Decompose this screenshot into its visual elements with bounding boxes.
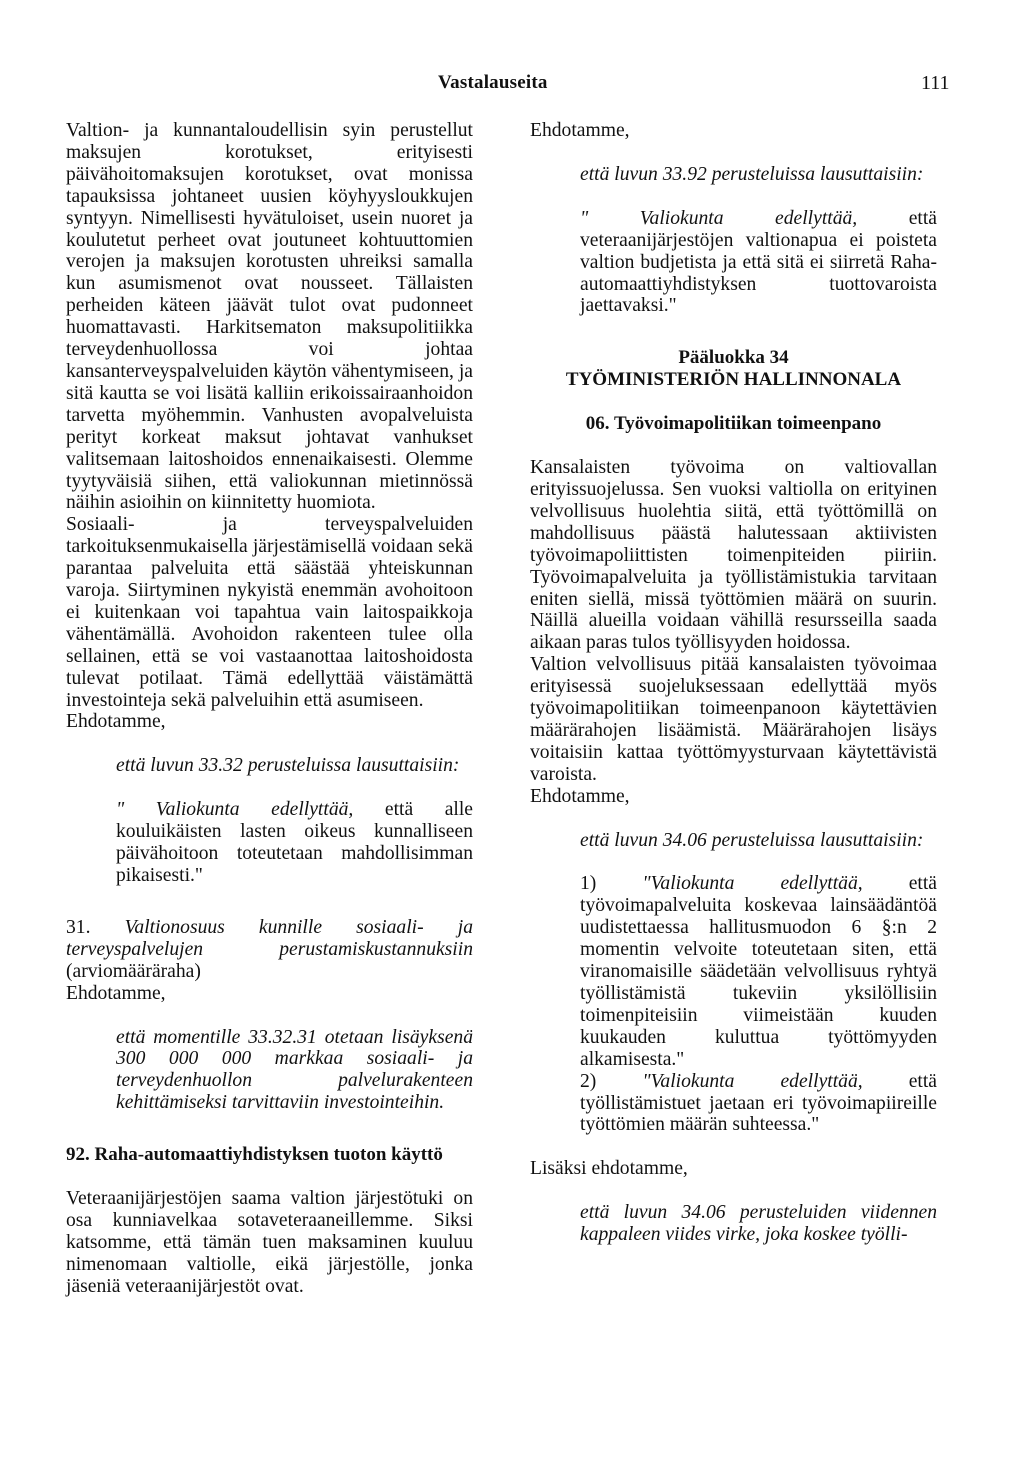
running-head: Vastalauseita	[438, 72, 548, 93]
item-31	[66, 917, 473, 983]
quote-rest: että alle kouluikäisten lasten oikeus kunnalliseen päivähoitoon toteutetaan mahdollisimman pikaisesti."	[116, 799, 473, 886]
page-number: 111	[921, 72, 950, 94]
numbered-item-2	[530, 1071, 937, 1137]
quote-italic: " Valiokunta edellyttää,	[580, 207, 858, 229]
numbered-item-1	[530, 873, 937, 1070]
quoted-statement	[530, 208, 937, 318]
chapter-heading: 06. Työvoimapolitiikan toimeenpano	[585, 413, 882, 435]
right-column	[530, 120, 937, 1246]
proposal-intro: Lisäksi ehdotamme,	[530, 1158, 688, 1180]
proposal-intro: Ehdotamme,	[530, 785, 630, 807]
proposal-intro: Ehdotamme,	[530, 120, 630, 141]
proposal-intro: Ehdotamme,	[66, 982, 166, 1004]
proposal-text: että luvun 34.06 perusteluissa lausuttaisiin:	[580, 829, 924, 851]
quote-rest: että veteraanijärjestöjen valtionapua ei poisteta valtion budjetista ja että sitä ei siirretä Raha-automaattiyhdistyksen tuottovaroista jaettavaksi."	[580, 207, 937, 317]
left-column	[66, 120, 473, 1298]
item-suffix: (arviomääräraha)	[66, 960, 201, 982]
item-number: 31.	[66, 916, 91, 938]
quote-rest: että työvoimapalveluita koskevaa lainsäädäntöä uudistettaessa hallitusmuodon 6 §:n 2 momentin velvoite toteutetaan siten, että viranomaisille säädetään velvollisuus ryhtyä työllistämistä tukeviin yksilöllisiin toimenpiteisiin viimeistään kuuden kuukauden kuluttua työttömyyden alkamisesta."	[580, 873, 937, 1070]
proposal-text: että luvun 33.92 perusteluissa lausuttaisiin:	[580, 163, 924, 185]
proposal-text: että luvun 34.06 perusteluiden viidennen kappaleen viides virke, joka koskee työlli-	[580, 1202, 937, 1246]
paragraph: Sosiaali- ja terveyspalveluiden tarkoituksenmukaisella järjestämisellä voidaan sekä parantaa palveluita että säästää yhteiskunnan varoja. Siirtyminen nykyistä enemmän avohoitoon ei kuitenkaan voi tapahtua vain laitospaikkoja vähentämällä. Avohoidon rakenteen tulee olla sellainen, että se voi vastaanottaa laitoshoidosta tulevat potilaat. Tämä edellyttää väistämättä investointeja sekä palveluihin että asumiseen.	[66, 514, 473, 711]
proposal-intro: Ehdotamme,	[66, 711, 166, 733]
paragraph: Veteraanijärjestöjen saama valtion järjestötuki on osa kunniavelkaa sotaveteraaneillemme. Siksi katsomme, että tämän tuen maksaminen kuuluu nimenomaan valtiolle, eikä järjestölle, jonka jäseniä veteraanijärjestöt ovat.	[66, 1188, 473, 1297]
quote-italic: "Valiokunta edellyttää,	[642, 873, 863, 895]
item-number: 1)	[580, 873, 597, 895]
section-heading: 92. Raha-automaattiyhdistyksen tuoton käyttö	[66, 1144, 443, 1166]
main-class-heading: Pääluokka 34	[678, 347, 789, 369]
ministry-heading: TYÖMINISTERIÖN HALLINNONALA	[565, 369, 902, 391]
quote-italic: "Valiokunta edellyttää,	[642, 1070, 863, 1092]
quoted-statement	[66, 799, 473, 887]
paragraph: Kansalaisten työvoima on valtiovallan erityissuojelussa. Sen vuoksi valtiolla on erityinen velvollisuus huolehtia siitä, että työttömillä on mahdollisuus päästä halutessaan aktiivisten työvoimapoliittisten toimenpiteiden piiriin. Työvoimapalveluita ja työllistämistukia tarvitaan eniten siellä, missä työttömien määrä on suurin. Näillä alueilla voidaan vähillä resursseilla saada aikaan paras tulos työllisyyden hoidossa.	[530, 457, 937, 654]
proposal-text: että momentille 33.32.31 otetaan lisäyksenä 300 000 000 markkaa sosiaali- ja terveydenhuollon palvelurakenteen kehittämiseksi tarvittaviin investointeihin.	[116, 1026, 473, 1114]
proposal-text: että luvun 33.32 perusteluissa lausuttaisiin:	[116, 755, 460, 777]
quote-italic: " Valiokunta edellyttää,	[116, 799, 354, 821]
quote-rest: että työllistämistuet jaetaan eri työvoimapiireille työttömien määrän suhteessa."	[580, 1070, 937, 1136]
paragraph: Valtion velvollisuus pitää kansalaisten työvoimaa erityisessä suojeluksessaan edellyttää myös työvoimapolitiikan toimeenpanoon käytettävien määrärahojen lisäämistä. Määrärahojen lisäys voitaisiin kattaa työttömyysturvaan käytettävistä varoista.	[530, 654, 937, 785]
paragraph: Valtion- ja kunnantaloudellisin syin perustellut maksujen korotukset, erityisesti päivähoitomaksujen korotukset, ovat monissa tapauksissa johtaneet uusien köyhyysloukkujen syntyyn. Nimellisesti hyvätuloiset, usein nuoret ja koulutetut perheet ovat joutuneet kohtuuttomien verojen ja maksujen korotusten uhreiksi samalla kun asumismenot ovat nousseet. Tällaisten perheiden käteen jäävät tulot ovat pudonneet huomattavasti. Harkitsematon maksupolitiikka terveydenhuollossa voi johtaa kansanterveyspalveluiden käytön vähentymiseen, ja sitä kautta se voi lisätä kalliin erikoissairaanhoidon tarvetta myöhemmin. Vanhusten avopalveluista perityt korkeat maksut johtavat vanhukset valitsemaan laitoshoidos ennenaikaisesti. Olemme tyytyväisiä siihen, että valiokunnan mietinnössä näihin asioihin on kiinnitetty huomiota.	[66, 120, 473, 514]
item-title: Valtionosuus kunnille sosiaali- ja terveyspalvelujen perustamiskustannuksiin	[66, 916, 473, 960]
item-number: 2)	[580, 1070, 597, 1092]
